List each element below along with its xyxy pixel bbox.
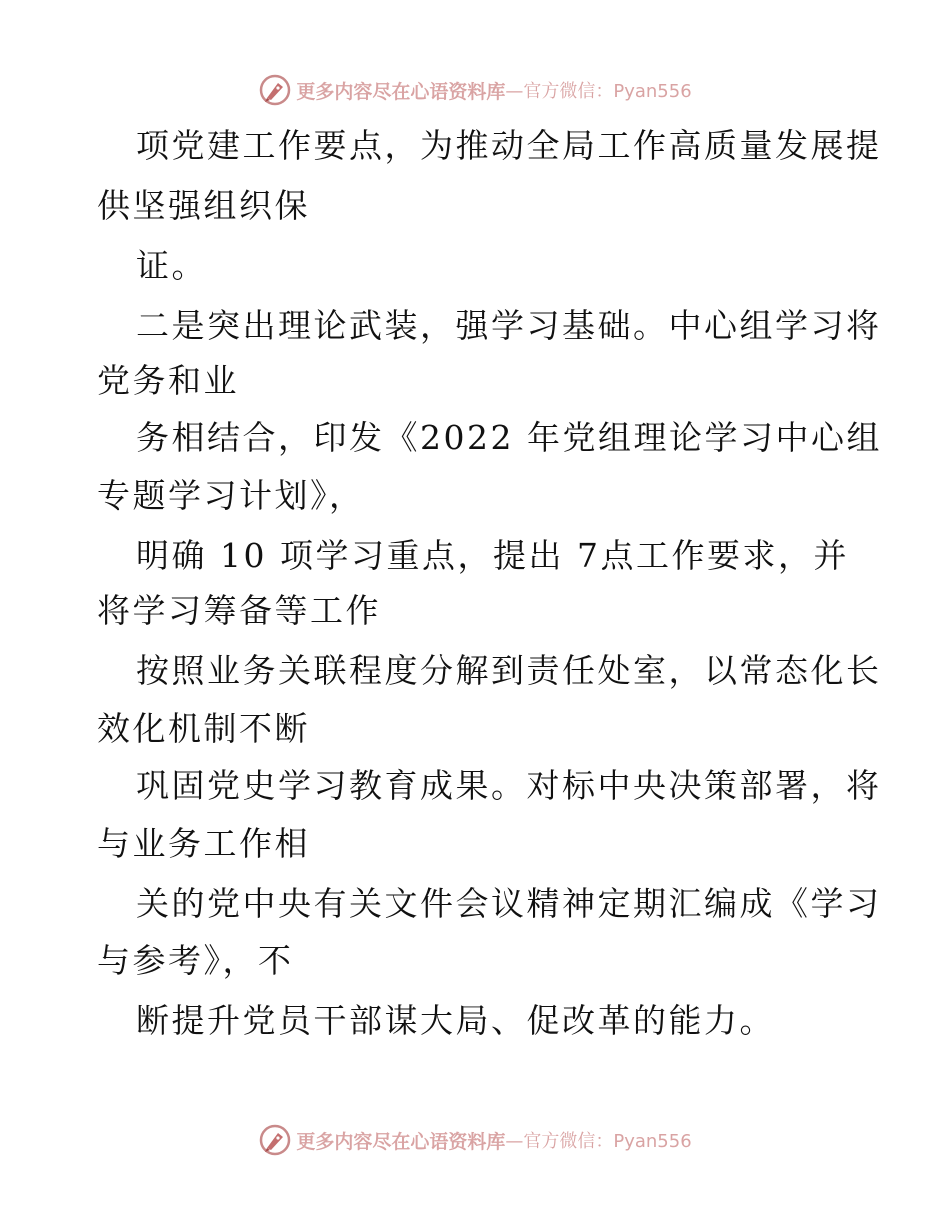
footer-brand-text: 更多内容尽在心语资料库 bbox=[296, 1130, 506, 1153]
body-line: 项党建工作要点，为推动全局工作高质量发展提 bbox=[136, 126, 882, 165]
footer-wechat-text: —官方微信：Pyan556 bbox=[505, 1131, 692, 1152]
body-line: 关的党中央有关文件会议精神定期汇编成《学习 bbox=[136, 884, 882, 923]
body-line: 断提升党员干部谋大局、促改革的能力。 bbox=[136, 1001, 775, 1040]
body-line: 供坚强组织保 bbox=[97, 186, 310, 225]
body-line: 巩固党史学习教育成果。对标中央决策部署，将 bbox=[136, 766, 882, 805]
body-line: 二是突出理论武装，强学习基础。中心组学习将 bbox=[136, 306, 882, 345]
footer-watermark bbox=[0, 1120, 950, 1160]
header-brand-text: 更多内容尽在心语资料库 bbox=[296, 80, 506, 103]
body-line: 与业务工作相 bbox=[97, 824, 310, 863]
body-line: 专题学习计划》， bbox=[97, 476, 365, 515]
body-line: 将学习筹备等工作 bbox=[97, 591, 381, 630]
body-line: 务相结合，印发《2022 年党组理论学习中心组 bbox=[136, 418, 882, 457]
body-line: 明确 10 项学习重点，提出 7点工作要求，并 bbox=[136, 536, 849, 575]
body-line: 与参考》，不 bbox=[97, 941, 294, 980]
header-watermark bbox=[0, 70, 950, 110]
body-line: 按照业务关联程度分解到责任处室，以常态化长 bbox=[136, 651, 882, 690]
body-line: 效化机制不断 bbox=[97, 709, 310, 748]
pen-nib-logo-icon bbox=[258, 73, 292, 107]
pen-nib-logo-icon bbox=[258, 1123, 292, 1157]
body-line: 证。 bbox=[136, 246, 207, 285]
body-line: 党务和业 bbox=[97, 361, 239, 400]
header-wechat-text: —官方微信：Pyan556 bbox=[505, 81, 692, 102]
